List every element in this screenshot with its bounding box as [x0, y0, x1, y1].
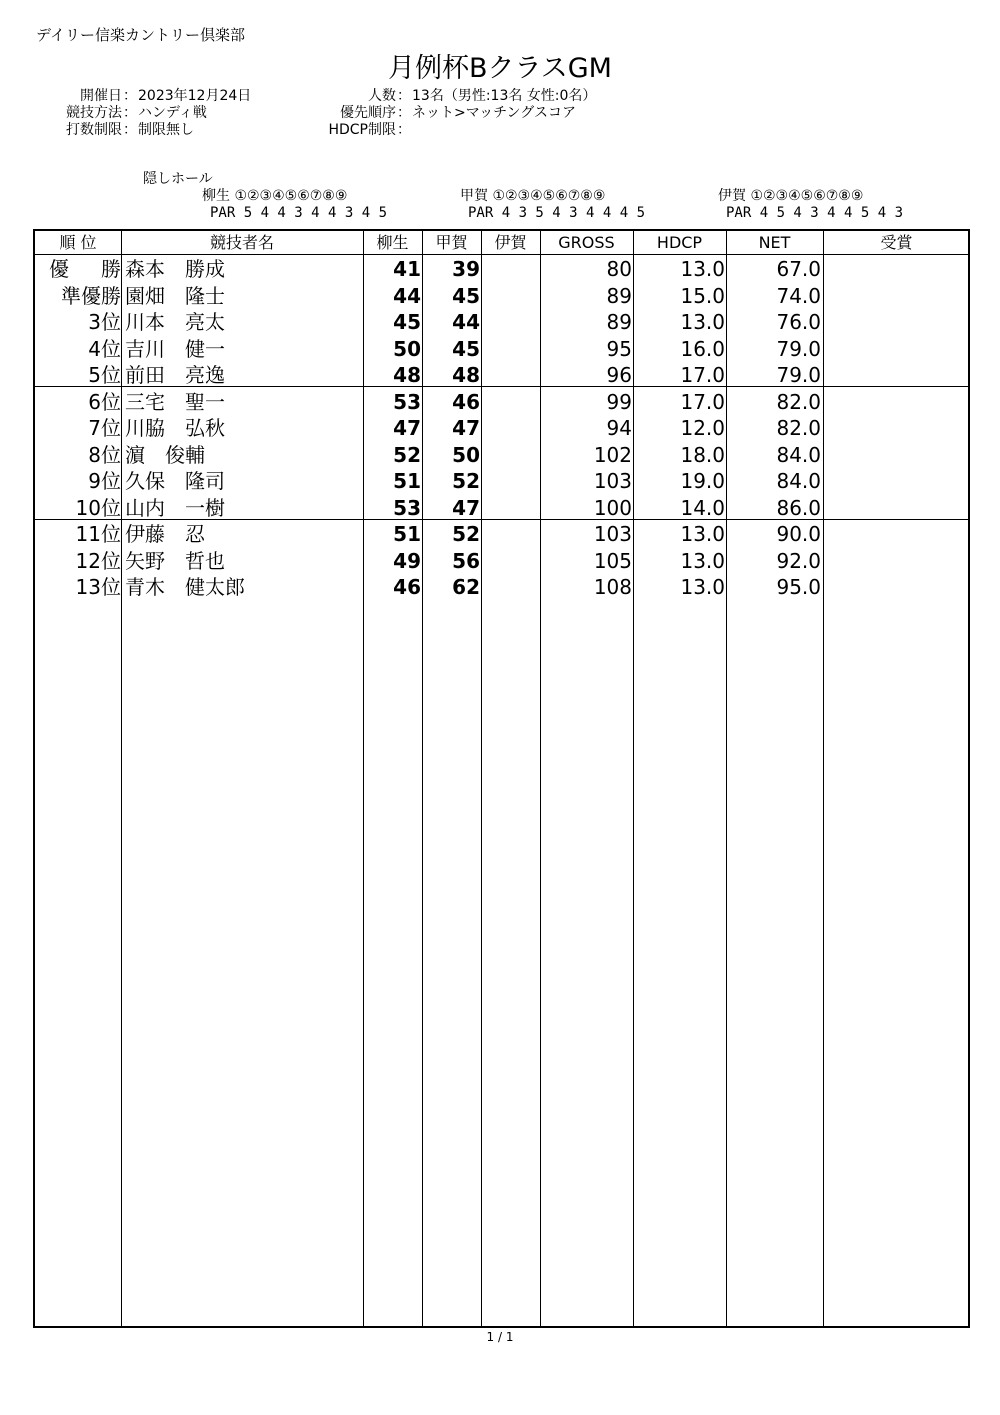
table-row: [35, 389, 968, 416]
hdcp-cell: 17.0: [680, 363, 725, 387]
par-row: PAR 4 5 4 3 4 4 5 4 3: [726, 205, 904, 221]
net-cell: 84.0: [776, 442, 821, 467]
gross-cell: 102: [593, 442, 632, 467]
award-cell: [825, 495, 965, 522]
header-course1: 柳生: [376, 233, 409, 252]
info-count: [300, 88, 596, 105]
table-row: [35, 309, 968, 336]
rank-cell: 準優勝: [61, 283, 121, 308]
info-hdcp-limit: [300, 122, 596, 139]
award-cell: [825, 309, 965, 336]
gross-cell: 96: [606, 363, 632, 387]
course2-score-cell: 47: [452, 495, 480, 520]
hdcp-cell: 13.0: [680, 257, 725, 281]
rank-cell: 3位: [88, 310, 121, 334]
course1-score-cell: 46: [393, 575, 421, 599]
info-method-value: ハンディ戦: [138, 105, 207, 121]
info-hdcp-limit-label: HDCP制限: [328, 122, 396, 138]
info-separator: ：: [123, 88, 137, 104]
player-name-cell: 山内 一樹: [125, 495, 225, 520]
net-cell: 84.0: [776, 469, 821, 493]
player-name-cell: 伊藤 忍: [125, 522, 205, 546]
page-title: 月例杯BクラスGM: [388, 53, 612, 84]
course1-score-cell: 48: [393, 363, 421, 387]
course1-score-cell: 51: [393, 522, 421, 546]
course1-score-cell: 52: [393, 442, 421, 467]
course2-score-cell: 46: [452, 389, 480, 414]
table-row: [35, 362, 968, 389]
table-row: [35, 495, 968, 522]
info-date-value: 2023年12月24日: [138, 88, 252, 104]
course-name: 伊賀: [718, 188, 746, 204]
net-cell: 90.0: [776, 522, 821, 546]
course3-score-cell: [483, 283, 539, 310]
net-cell: 76.0: [776, 310, 821, 334]
course3-score-cell: [483, 574, 539, 601]
hole-markers: ①②③④⑤⑥⑦⑧⑨: [750, 188, 864, 204]
course1-score-cell: 53: [393, 495, 421, 520]
course2-score-cell: 44: [452, 310, 480, 334]
player-name-cell: 前田 亮逸: [125, 363, 225, 387]
hdcp-cell: 19.0: [680, 469, 725, 493]
hdcp-cell: 12.0: [680, 416, 725, 440]
gross-cell: 89: [606, 283, 632, 308]
award-cell: [825, 283, 965, 310]
course3-score-cell: [483, 362, 539, 389]
hidden-holes-title: 隠しホール: [143, 171, 213, 187]
info-limit-label: 打数制限: [66, 122, 122, 138]
rank-cell: 4位: [88, 336, 121, 361]
net-cell: 74.0: [776, 283, 821, 308]
hdcp-cell: 18.0: [680, 442, 725, 467]
gross-cell: 108: [593, 575, 632, 599]
gross-cell: 95: [606, 336, 632, 361]
course2-score-cell: 62: [452, 575, 480, 599]
header-net: NET: [758, 233, 791, 252]
hdcp-cell: 17.0: [680, 389, 725, 414]
course2-score-cell: 45: [452, 336, 480, 361]
net-cell: 95.0: [776, 575, 821, 599]
rank-cell: 11位: [75, 522, 121, 546]
rank-cell: 7位: [88, 416, 121, 440]
course2-score-cell: 45: [452, 283, 480, 308]
info-priority-label: 優先順序: [340, 105, 396, 121]
header-gross: GROSS: [558, 233, 615, 252]
hdcp-cell: 14.0: [680, 495, 725, 520]
player-name-cell: 川本 亮太: [125, 310, 225, 334]
net-cell: 92.0: [776, 548, 821, 573]
info-left: [38, 88, 251, 139]
club-name: デイリー信楽カントリー倶楽部: [36, 26, 245, 44]
gross-cell: 103: [593, 522, 632, 546]
info-separator: ：: [397, 122, 411, 138]
info-right: [300, 88, 596, 139]
gross-cell: 80: [606, 257, 632, 281]
header-course2: 甲賀: [435, 233, 468, 252]
net-cell: 86.0: [776, 495, 821, 520]
course3-score-cell: [483, 309, 539, 336]
info-limit-value: 制限無し: [138, 122, 194, 138]
course3-score-cell: [483, 468, 539, 495]
course1-score-cell: 49: [393, 548, 421, 573]
hole-markers: ①②③④⑤⑥⑦⑧⑨: [492, 188, 606, 204]
net-cell: 82.0: [776, 389, 821, 414]
results-table: [33, 229, 970, 1328]
table-row: [35, 468, 968, 495]
table-row: [35, 415, 968, 442]
course1-score-cell: 41: [393, 257, 421, 281]
course2-score-cell: 50: [452, 442, 480, 467]
course3-score-cell: [483, 495, 539, 522]
net-cell: 67.0: [776, 257, 821, 281]
rank-cell: 10位: [75, 495, 121, 520]
course2-score-cell: 52: [452, 469, 480, 493]
award-cell: [825, 389, 965, 416]
table-row: [35, 521, 968, 548]
course2-score-cell: 39: [452, 257, 480, 281]
course1-score-cell: 53: [393, 389, 421, 414]
player-name-cell: 青木 健太郎: [125, 575, 245, 599]
course3-score-cell: [483, 442, 539, 469]
award-cell: [825, 521, 965, 548]
gross-cell: 89: [606, 310, 632, 334]
player-name-cell: 濵 俊輔: [125, 442, 205, 467]
award-cell: [825, 468, 965, 495]
course1-score-cell: 51: [393, 469, 421, 493]
net-cell: 79.0: [776, 363, 821, 387]
info-date-label: 開催日: [80, 88, 122, 104]
rank-cell: 12位: [75, 548, 121, 573]
course-block-iga: [718, 188, 903, 222]
course-block-yagyu: [202, 188, 387, 222]
course1-score-cell: 45: [393, 310, 421, 334]
header-award: 受賞: [880, 233, 913, 252]
course3-score-cell: [483, 336, 539, 363]
rank-cell: 6位: [88, 389, 121, 414]
info-separator: ：: [123, 105, 137, 121]
player-name-cell: 三宅 聖一: [125, 389, 225, 414]
rank-cell: 優勝: [49, 257, 121, 281]
award-cell: [825, 548, 965, 575]
hdcp-cell: 13.0: [680, 548, 725, 573]
award-cell: [825, 336, 965, 363]
hdcp-cell: 15.0: [680, 283, 725, 308]
gross-cell: 99: [606, 389, 632, 414]
course3-score-cell: [483, 521, 539, 548]
course3-score-cell: [483, 389, 539, 416]
info-limit: [38, 122, 251, 139]
rank-cell: 5位: [88, 363, 121, 387]
info-count-value: 13名（男性:13名 女性:0名）: [412, 88, 597, 104]
par-row: PAR 4 3 5 4 3 4 4 4 5: [468, 205, 646, 221]
info-separator: ：: [397, 105, 411, 121]
info-method: [38, 105, 251, 122]
course3-score-cell: [483, 548, 539, 575]
course2-score-cell: 56: [452, 548, 480, 573]
course1-score-cell: 47: [393, 416, 421, 440]
player-name-cell: 森本 勝成: [125, 257, 225, 281]
info-priority-value: ネット>マッチングスコア: [412, 105, 577, 121]
net-cell: 79.0: [776, 336, 821, 361]
course3-score-cell: [483, 415, 539, 442]
net-cell: 82.0: [776, 416, 821, 440]
hdcp-cell: 13.0: [680, 310, 725, 334]
par-row: PAR 5 4 4 3 4 4 3 4 5: [210, 205, 388, 221]
header-name: 競技者名: [209, 233, 274, 252]
info-separator: ：: [123, 122, 137, 138]
info-separator: ：: [397, 88, 411, 104]
award-cell: [825, 574, 965, 601]
hole-markers: ①②③④⑤⑥⑦⑧⑨: [234, 188, 348, 204]
course2-score-cell: 52: [452, 522, 480, 546]
course-name: 甲賀: [460, 188, 488, 204]
award-cell: [825, 442, 965, 469]
hdcp-cell: 13.0: [680, 522, 725, 546]
course3-score-cell: [483, 256, 539, 283]
award-cell: [825, 362, 965, 389]
player-name-cell: 吉川 健一: [125, 336, 225, 361]
player-name-cell: 久保 隆司: [125, 469, 225, 493]
table-row: [35, 283, 968, 310]
page-number: 1 / 1: [486, 1330, 514, 1344]
player-name-cell: 矢野 哲也: [125, 548, 225, 573]
table-row: [35, 442, 968, 469]
award-cell: [825, 415, 965, 442]
table-row: [35, 256, 968, 283]
header-course3: 伊賀: [494, 233, 527, 252]
hdcp-cell: 13.0: [680, 575, 725, 599]
header-rank: 順 位: [59, 233, 97, 252]
course2-score-cell: 47: [452, 416, 480, 440]
player-name-cell: 川脇 弘秋: [125, 416, 225, 440]
course-block-koka: [460, 188, 645, 222]
award-cell: [825, 256, 965, 283]
gross-cell: 94: [606, 416, 632, 440]
gross-cell: 103: [593, 469, 632, 493]
rank-cell: 13位: [75, 575, 121, 599]
gross-cell: 105: [593, 548, 632, 573]
table-row: [35, 336, 968, 363]
table-row: [35, 548, 968, 575]
gross-cell: 100: [593, 495, 632, 520]
header-hdcp: HDCP: [656, 233, 703, 252]
info-method-label: 競技方法: [66, 105, 122, 121]
info-priority: [300, 105, 596, 122]
course-name: 柳生: [202, 188, 230, 204]
hdcp-cell: 16.0: [680, 336, 725, 361]
table-row: [35, 574, 968, 601]
course1-score-cell: 50: [393, 336, 421, 361]
course2-score-cell: 48: [452, 363, 480, 387]
info-count-label: 人数: [368, 88, 396, 104]
info-date: [38, 88, 251, 105]
course1-score-cell: 44: [393, 283, 421, 308]
rank-cell: 8位: [88, 442, 121, 467]
player-name-cell: 園畑 隆士: [125, 283, 225, 308]
rank-cell: 9位: [88, 469, 121, 493]
